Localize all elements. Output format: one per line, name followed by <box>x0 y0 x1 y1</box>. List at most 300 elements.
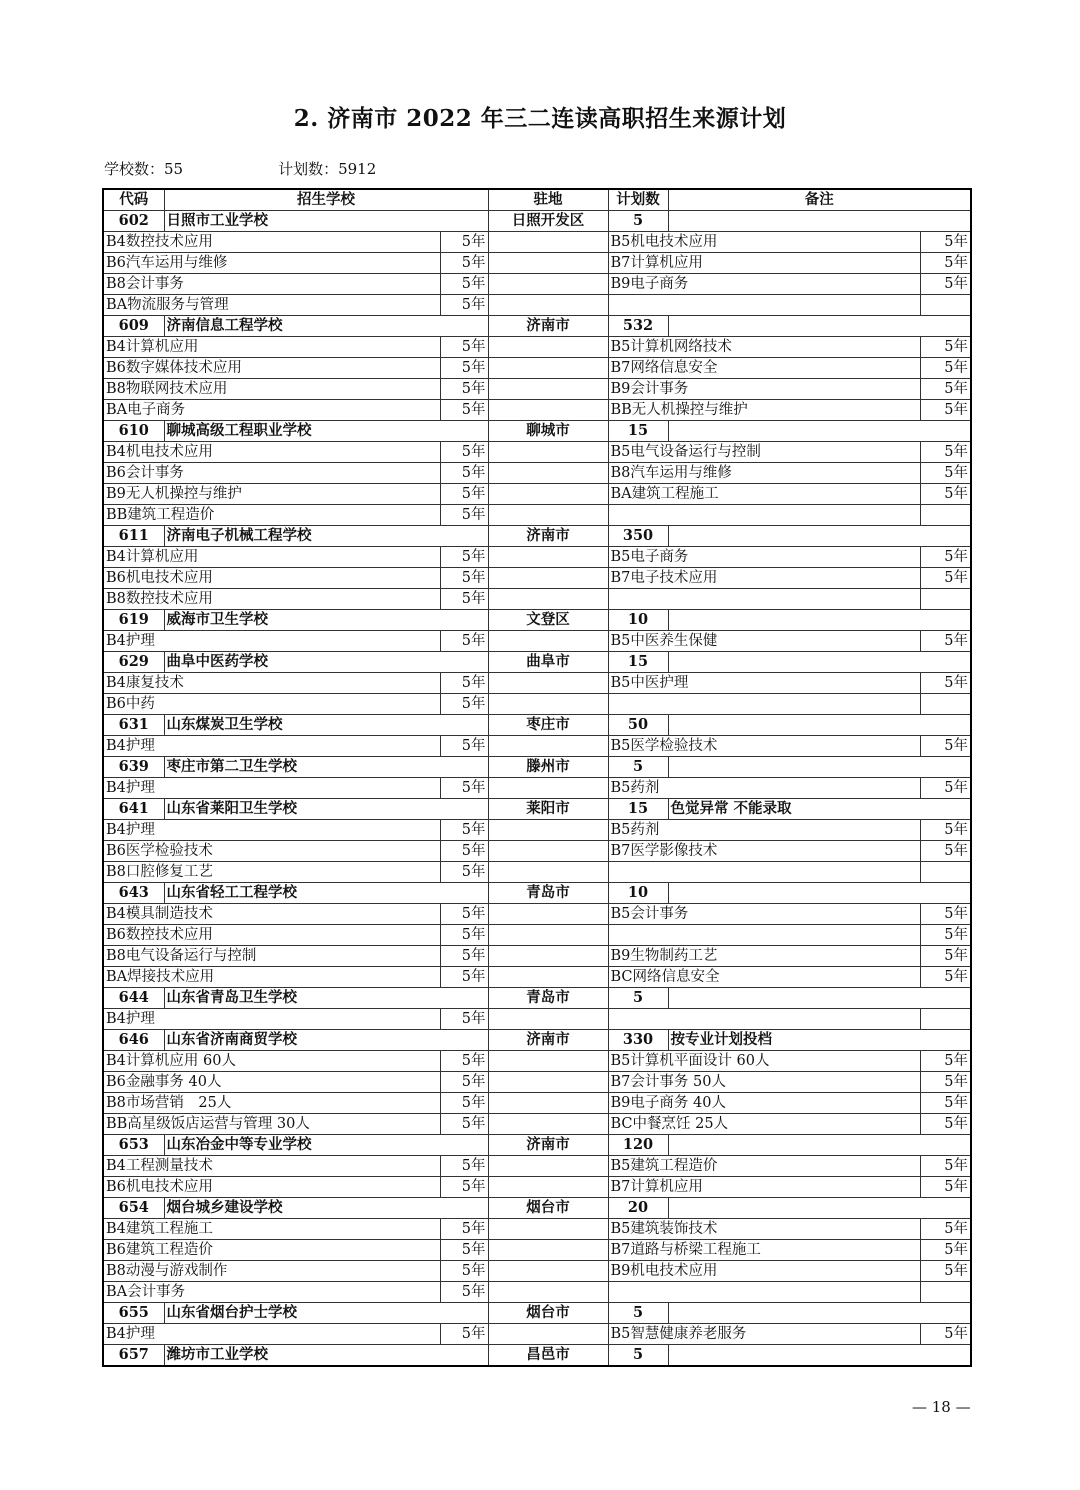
blank-cell <box>488 694 608 715</box>
header-plan: 计划数 <box>608 189 668 211</box>
school-plan: 10 <box>608 883 668 904</box>
school-note <box>668 526 971 547</box>
school-code: 653 <box>103 1135 164 1156</box>
major-right: B9会计事务 <box>608 379 920 400</box>
major-left: B4护理 <box>103 736 440 757</box>
major-left: B8物联网技术应用 <box>103 379 440 400</box>
blank-cell <box>488 1177 608 1198</box>
major-row <box>103 1093 971 1114</box>
major-right: BC网络信息安全 <box>608 967 920 988</box>
blank-cell <box>488 1009 608 1030</box>
school-location: 聊城市 <box>488 421 608 442</box>
school-note <box>668 988 971 1009</box>
duration-left: 5年 <box>440 841 488 862</box>
blank-cell <box>488 1240 608 1261</box>
header-code: 代码 <box>103 189 164 211</box>
duration-left: 5年 <box>440 358 488 379</box>
table-header-row <box>103 189 971 211</box>
duration-right: 5年 <box>920 631 971 652</box>
duration-left: 5年 <box>440 505 488 526</box>
major-right <box>608 295 920 316</box>
major-left: B6汽车运用与维修 <box>103 253 440 274</box>
school-plan: 330 <box>608 1030 668 1051</box>
school-location: 济南市 <box>488 526 608 547</box>
duration-left: 5年 <box>440 904 488 925</box>
school-plan: 10 <box>608 610 668 631</box>
duration-right: 5年 <box>920 1114 971 1135</box>
major-row <box>103 1114 971 1135</box>
major-row <box>103 358 971 379</box>
school-code: 657 <box>103 1345 164 1367</box>
major-left: B6中药 <box>103 694 440 715</box>
duration-right: 5年 <box>920 1156 971 1177</box>
header-school: 招生学校 <box>164 189 488 211</box>
duration-right: 5年 <box>920 1240 971 1261</box>
blank-cell <box>488 1156 608 1177</box>
duration-right: 5年 <box>920 841 971 862</box>
major-left: BA焊接技术应用 <box>103 967 440 988</box>
school-plan: 5 <box>608 1303 668 1324</box>
school-note <box>668 1303 971 1324</box>
school-row <box>103 211 971 232</box>
blank-cell <box>488 904 608 925</box>
school-location: 昌邑市 <box>488 1345 608 1367</box>
duration-left: 5年 <box>440 1261 488 1282</box>
duration-right: 5年 <box>920 1051 971 1072</box>
school-note <box>668 610 971 631</box>
school-row <box>103 1303 971 1324</box>
school-code: 631 <box>103 715 164 736</box>
blank-cell <box>488 631 608 652</box>
blank-cell <box>488 925 608 946</box>
major-right: B5电子商务 <box>608 547 920 568</box>
major-left: BA电子商务 <box>103 400 440 421</box>
major-left: B4护理 <box>103 778 440 799</box>
major-right: B9电子商务 40人 <box>608 1093 920 1114</box>
duration-left: 5年 <box>440 673 488 694</box>
major-row <box>103 862 971 883</box>
major-left: B6机电技术应用 <box>103 1177 440 1198</box>
duration-left: 5年 <box>440 337 488 358</box>
school-code: 643 <box>103 883 164 904</box>
duration-right: 5年 <box>920 379 971 400</box>
blank-cell <box>488 400 608 421</box>
major-row <box>103 778 971 799</box>
blank-cell <box>488 1261 608 1282</box>
major-row <box>103 946 971 967</box>
blank-cell <box>488 505 608 526</box>
blank-cell <box>488 841 608 862</box>
school-count: 学校数：55 <box>104 160 184 178</box>
major-row <box>103 547 971 568</box>
major-right: B5会计事务 <box>608 904 920 925</box>
duration-right: 5年 <box>920 967 971 988</box>
blank-cell <box>488 295 608 316</box>
duration-left: 5年 <box>440 925 488 946</box>
major-row <box>103 841 971 862</box>
major-right: B9机电技术应用 <box>608 1261 920 1282</box>
major-left: B4建筑工程施工 <box>103 1219 440 1240</box>
duration-right <box>920 862 971 883</box>
blank-cell <box>488 547 608 568</box>
major-left: B6机电技术应用 <box>103 568 440 589</box>
blank-cell <box>488 820 608 841</box>
school-code: 602 <box>103 211 164 232</box>
school-location: 日照开发区 <box>488 211 608 232</box>
school-code: 639 <box>103 757 164 778</box>
duration-right: 5年 <box>920 400 971 421</box>
page-number: — 18 — <box>912 1398 971 1416</box>
major-right: B5中医养生保健 <box>608 631 920 652</box>
major-left: B4计算机应用 <box>103 547 440 568</box>
major-row <box>103 736 971 757</box>
duration-right: 5年 <box>920 274 971 295</box>
summary-line <box>104 158 376 179</box>
duration-right: 5年 <box>920 463 971 484</box>
major-row <box>103 589 971 610</box>
duration-left: 5年 <box>440 1324 488 1345</box>
major-right: B5电气设备运行与控制 <box>608 442 920 463</box>
major-row <box>103 1219 971 1240</box>
school-code: 655 <box>103 1303 164 1324</box>
duration-left: 5年 <box>440 1156 488 1177</box>
major-right: B5机电技术应用 <box>608 232 920 253</box>
duration-right <box>920 505 971 526</box>
major-row <box>103 1261 971 1282</box>
school-plan: 15 <box>608 799 668 820</box>
duration-left: 5年 <box>440 463 488 484</box>
school-name: 山东省烟台护士学校 <box>164 1303 488 1324</box>
major-left: B8数控技术应用 <box>103 589 440 610</box>
school-plan: 5 <box>608 988 668 1009</box>
school-location: 枣庄市 <box>488 715 608 736</box>
major-row <box>103 463 971 484</box>
major-left: B8口腔修复工艺 <box>103 862 440 883</box>
school-name: 山东省莱阳卫生学校 <box>164 799 488 820</box>
school-plan: 350 <box>608 526 668 547</box>
school-note: 色觉异常 不能录取 <box>668 799 971 820</box>
school-name: 潍坊市工业学校 <box>164 1345 488 1367</box>
major-right: B8汽车运用与维修 <box>608 463 920 484</box>
major-right: B7网络信息安全 <box>608 358 920 379</box>
major-left: B6会计事务 <box>103 463 440 484</box>
duration-left: 5年 <box>440 967 488 988</box>
blank-cell <box>488 778 608 799</box>
school-note: 按专业计划投档 <box>668 1030 971 1051</box>
duration-left: 5年 <box>440 295 488 316</box>
school-name: 威海市卫生学校 <box>164 610 488 631</box>
duration-right: 5年 <box>920 820 971 841</box>
school-note <box>668 1135 971 1156</box>
school-code: 609 <box>103 316 164 337</box>
duration-left: 5年 <box>440 1219 488 1240</box>
major-row <box>103 631 971 652</box>
duration-left: 5年 <box>440 1051 488 1072</box>
school-code: 644 <box>103 988 164 1009</box>
major-right: B9电子商务 <box>608 274 920 295</box>
major-row <box>103 967 971 988</box>
blank-cell <box>488 463 608 484</box>
major-right: B7计算机应用 <box>608 1177 920 1198</box>
blank-cell <box>488 379 608 400</box>
duration-right: 5年 <box>920 253 971 274</box>
blank-cell <box>488 589 608 610</box>
duration-right: 5年 <box>920 358 971 379</box>
major-row <box>103 505 971 526</box>
blank-cell <box>488 442 608 463</box>
school-note <box>668 421 971 442</box>
school-location: 滕州市 <box>488 757 608 778</box>
major-row <box>103 820 971 841</box>
school-plan: 532 <box>608 316 668 337</box>
duration-right <box>920 295 971 316</box>
major-left: B6数控技术应用 <box>103 925 440 946</box>
major-left: B6数字媒体技术应用 <box>103 358 440 379</box>
blank-cell <box>488 1114 608 1135</box>
school-note <box>668 715 971 736</box>
duration-right: 5年 <box>920 547 971 568</box>
duration-left: 5年 <box>440 547 488 568</box>
blank-cell <box>488 1219 608 1240</box>
major-left: B6金融事务 40人 <box>103 1072 440 1093</box>
duration-right: 5年 <box>920 1261 971 1282</box>
school-row <box>103 883 971 904</box>
major-row <box>103 337 971 358</box>
school-name: 济南电子机械工程学校 <box>164 526 488 547</box>
school-note <box>668 1198 971 1219</box>
school-name: 山东省轻工工程学校 <box>164 883 488 904</box>
major-left: BB建筑工程造价 <box>103 505 440 526</box>
duration-left: 5年 <box>440 1240 488 1261</box>
duration-left: 5年 <box>440 253 488 274</box>
duration-left: 5年 <box>440 274 488 295</box>
school-name: 山东冶金中等专业学校 <box>164 1135 488 1156</box>
school-location: 青岛市 <box>488 988 608 1009</box>
major-left: B4护理 <box>103 631 440 652</box>
blank-cell <box>488 1051 608 1072</box>
major-row <box>103 442 971 463</box>
major-right <box>608 925 920 946</box>
duration-left: 5年 <box>440 1177 488 1198</box>
duration-right: 5年 <box>920 232 971 253</box>
major-right: B9生物制药工艺 <box>608 946 920 967</box>
major-right: B7电子技术应用 <box>608 568 920 589</box>
school-note <box>668 757 971 778</box>
major-right: B5建筑工程造价 <box>608 1156 920 1177</box>
blank-cell <box>488 358 608 379</box>
school-row <box>103 1198 971 1219</box>
duration-right <box>920 589 971 610</box>
major-right: B5中医护理 <box>608 673 920 694</box>
major-row <box>103 1072 971 1093</box>
school-location: 莱阳市 <box>488 799 608 820</box>
major-right <box>608 1009 920 1030</box>
blank-cell <box>488 946 608 967</box>
duration-left: 5年 <box>440 589 488 610</box>
major-right: BB无人机操控与维护 <box>608 400 920 421</box>
duration-left: 5年 <box>440 232 488 253</box>
school-location: 曲阜市 <box>488 652 608 673</box>
duration-left: 5年 <box>440 1093 488 1114</box>
school-code: 610 <box>103 421 164 442</box>
major-left: B4工程测量技术 <box>103 1156 440 1177</box>
school-name: 烟台城乡建设学校 <box>164 1198 488 1219</box>
school-code: 629 <box>103 652 164 673</box>
duration-right: 5年 <box>920 1219 971 1240</box>
major-row <box>103 694 971 715</box>
duration-left: 5年 <box>440 631 488 652</box>
school-plan: 15 <box>608 421 668 442</box>
duration-left: 5年 <box>440 778 488 799</box>
major-row <box>103 232 971 253</box>
major-row <box>103 400 971 421</box>
major-row <box>103 295 971 316</box>
duration-right: 5年 <box>920 484 971 505</box>
major-left: B4护理 <box>103 1009 440 1030</box>
school-row <box>103 421 971 442</box>
duration-right: 5年 <box>920 736 971 757</box>
blank-cell <box>488 232 608 253</box>
major-left: B8电气设备运行与控制 <box>103 946 440 967</box>
duration-left: 5年 <box>440 1072 488 1093</box>
major-row <box>103 1177 971 1198</box>
school-location: 济南市 <box>488 1030 608 1051</box>
school-note <box>668 1345 971 1367</box>
school-location: 烟台市 <box>488 1198 608 1219</box>
major-row <box>103 1156 971 1177</box>
school-row <box>103 799 971 820</box>
duration-left: 5年 <box>440 946 488 967</box>
school-name: 山东省青岛卫生学校 <box>164 988 488 1009</box>
duration-left: 5年 <box>440 862 488 883</box>
school-code: 641 <box>103 799 164 820</box>
duration-right <box>920 1009 971 1030</box>
major-right <box>608 1282 920 1303</box>
major-left: B4计算机应用 <box>103 337 440 358</box>
school-plan: 50 <box>608 715 668 736</box>
school-note <box>668 883 971 904</box>
duration-right: 5年 <box>920 925 971 946</box>
school-note <box>668 652 971 673</box>
duration-right <box>920 1282 971 1303</box>
duration-left: 5年 <box>440 736 488 757</box>
major-row <box>103 925 971 946</box>
school-code: 611 <box>103 526 164 547</box>
major-right: B5药剂 <box>608 820 920 841</box>
major-left: B6医学检验技术 <box>103 841 440 862</box>
school-location: 济南市 <box>488 316 608 337</box>
major-right: B7会计事务 50人 <box>608 1072 920 1093</box>
major-left: B6建筑工程造价 <box>103 1240 440 1261</box>
school-row <box>103 1030 971 1051</box>
major-right: B5建筑装饰技术 <box>608 1219 920 1240</box>
blank-cell <box>488 1093 608 1114</box>
school-row <box>103 715 971 736</box>
major-row <box>103 379 971 400</box>
plan-count: 计划数：5912 <box>278 160 377 178</box>
school-plan: 15 <box>608 652 668 673</box>
major-right: B7计算机应用 <box>608 253 920 274</box>
school-location: 文登区 <box>488 610 608 631</box>
major-left: B9无人机操控与维护 <box>103 484 440 505</box>
school-name: 日照市工业学校 <box>164 211 488 232</box>
blank-cell <box>488 1324 608 1345</box>
duration-right: 5年 <box>920 1324 971 1345</box>
duration-right: 5年 <box>920 442 971 463</box>
school-plan: 20 <box>608 1198 668 1219</box>
duration-left: 5年 <box>440 568 488 589</box>
major-row <box>103 1324 971 1345</box>
major-left: B4计算机应用 60人 <box>103 1051 440 1072</box>
blank-cell <box>488 862 608 883</box>
blank-cell <box>488 253 608 274</box>
major-left: B4模具制造技术 <box>103 904 440 925</box>
school-row <box>103 526 971 547</box>
page-title: 2. 济南市 2022 年三二连读高职招生来源计划 <box>293 105 787 132</box>
major-right: BA建筑工程施工 <box>608 484 920 505</box>
duration-right: 5年 <box>920 778 971 799</box>
duration-left: 5年 <box>440 1114 488 1135</box>
blank-cell <box>488 568 608 589</box>
school-location: 烟台市 <box>488 1303 608 1324</box>
blank-cell <box>488 736 608 757</box>
blank-cell <box>488 484 608 505</box>
major-right: B5智慧健康养老服务 <box>608 1324 920 1345</box>
major-row <box>103 1051 971 1072</box>
duration-left: 5年 <box>440 442 488 463</box>
school-location: 济南市 <box>488 1135 608 1156</box>
major-left: B8动漫与游戏制作 <box>103 1261 440 1282</box>
major-right: B5计算机平面设计 60人 <box>608 1051 920 1072</box>
major-left: BA物流服务与管理 <box>103 295 440 316</box>
school-code: 619 <box>103 610 164 631</box>
blank-cell <box>488 673 608 694</box>
major-row <box>103 568 971 589</box>
school-location: 青岛市 <box>488 883 608 904</box>
blank-cell <box>488 337 608 358</box>
school-row <box>103 1345 971 1367</box>
school-row <box>103 1135 971 1156</box>
major-row <box>103 274 971 295</box>
school-row <box>103 988 971 1009</box>
major-left: B4护理 <box>103 820 440 841</box>
duration-left: 5年 <box>440 1009 488 1030</box>
school-name: 聊城高级工程职业学校 <box>164 421 488 442</box>
major-row <box>103 904 971 925</box>
blank-cell <box>488 1072 608 1093</box>
major-right: B7道路与桥梁工程施工 <box>608 1240 920 1261</box>
major-row <box>103 673 971 694</box>
header-note: 备注 <box>668 189 971 211</box>
major-left: B8市场营销 25人 <box>103 1093 440 1114</box>
school-row <box>103 316 971 337</box>
school-name: 枣庄市第二卫生学校 <box>164 757 488 778</box>
school-name: 山东煤炭卫生学校 <box>164 715 488 736</box>
major-row <box>103 1282 971 1303</box>
duration-left: 5年 <box>440 694 488 715</box>
major-left: B8会计事务 <box>103 274 440 295</box>
major-left: B4护理 <box>103 1324 440 1345</box>
major-left: BA会计事务 <box>103 1282 440 1303</box>
major-left: B4康复技术 <box>103 673 440 694</box>
major-right <box>608 589 920 610</box>
duration-left: 5年 <box>440 379 488 400</box>
blank-cell <box>488 967 608 988</box>
school-row <box>103 757 971 778</box>
school-row <box>103 610 971 631</box>
school-note <box>668 211 971 232</box>
major-right: B5计算机网络技术 <box>608 337 920 358</box>
